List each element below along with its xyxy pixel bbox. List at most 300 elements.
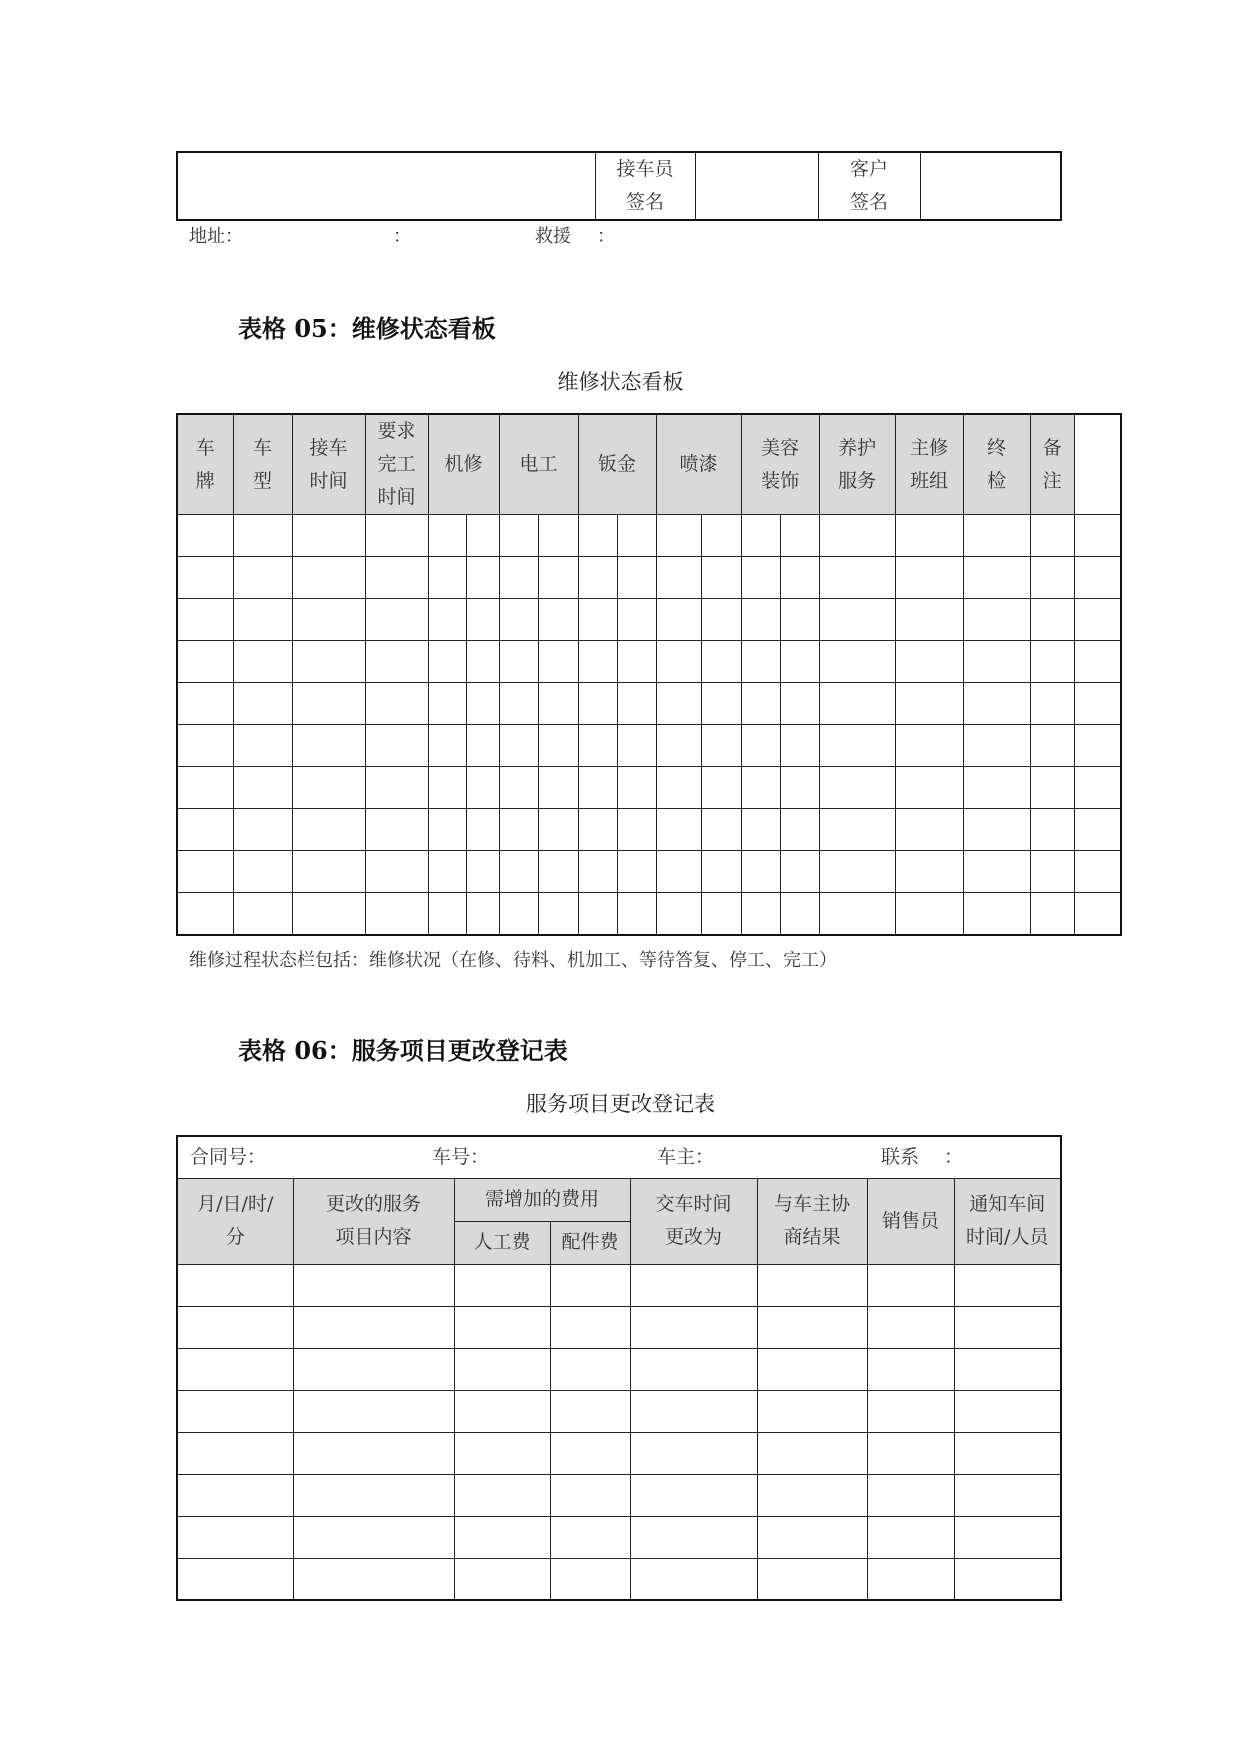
board-cell[interactable]: [499, 893, 538, 935]
header-sheet-metal: 钣金: [578, 414, 656, 515]
board-cell[interactable]: [895, 809, 963, 851]
log-cell[interactable]: [867, 1390, 954, 1432]
board-cell[interactable]: [701, 557, 741, 599]
log-cell[interactable]: [550, 1264, 630, 1306]
board-cell[interactable]: [365, 515, 428, 557]
board-cell[interactable]: [741, 809, 780, 851]
log-cell[interactable]: [867, 1264, 954, 1306]
board-cell[interactable]: [365, 683, 428, 725]
board-cell[interactable]: [177, 683, 233, 725]
board-cell[interactable]: [780, 851, 819, 893]
log-cell[interactable]: [177, 1516, 293, 1558]
board-cell[interactable]: [963, 683, 1030, 725]
board-cell[interactable]: [895, 851, 963, 893]
board-cell[interactable]: [1074, 809, 1121, 851]
board-cell[interactable]: [233, 851, 292, 893]
board-cell[interactable]: [780, 515, 819, 557]
board-cell[interactable]: [292, 641, 365, 683]
board-cell[interactable]: [233, 641, 292, 683]
log-cell[interactable]: [954, 1516, 1061, 1558]
board-cell[interactable]: [177, 599, 233, 641]
board-cell[interactable]: [1074, 725, 1121, 767]
board-cell[interactable]: [656, 809, 701, 851]
log-cell[interactable]: [757, 1306, 867, 1348]
log-cell[interactable]: [454, 1264, 550, 1306]
board-cell[interactable]: [499, 515, 538, 557]
board-cell[interactable]: [656, 767, 701, 809]
board-cell[interactable]: [538, 767, 578, 809]
header-receive-time: 接车 时间: [292, 414, 365, 515]
board-cell[interactable]: [499, 683, 538, 725]
header-final-check: 终 检: [963, 414, 1030, 515]
board-cell[interactable]: [819, 515, 895, 557]
header-content: 更改的服务 项目内容: [293, 1178, 454, 1264]
header-electrical: 电工: [499, 414, 578, 515]
board-cell[interactable]: [428, 641, 466, 683]
board-cell[interactable]: [895, 893, 963, 935]
board-cell[interactable]: [578, 683, 617, 725]
log-cell[interactable]: [177, 1264, 293, 1306]
table-row: [177, 1432, 1061, 1474]
header-negotiation: 与车主协 商结果: [757, 1178, 867, 1264]
table-row: [177, 599, 1121, 641]
board-cell[interactable]: [466, 767, 499, 809]
board-cell[interactable]: [617, 599, 656, 641]
board-cell[interactable]: [1074, 851, 1121, 893]
receiver-sign-field[interactable]: [695, 152, 818, 220]
board-cell[interactable]: [1030, 767, 1074, 809]
log-cell[interactable]: [757, 1558, 867, 1600]
board-cell[interactable]: [177, 893, 233, 935]
contact-colon: ：: [944, 1146, 964, 1168]
log-cell[interactable]: [293, 1264, 454, 1306]
board-cell[interactable]: [780, 599, 819, 641]
header-model: 车 型: [233, 414, 292, 515]
log-cell[interactable]: [630, 1432, 757, 1474]
address-label: 地址：: [189, 226, 243, 247]
board-cell[interactable]: [466, 557, 499, 599]
header-extra-cost: 需增加的费用: [454, 1178, 630, 1221]
board-cell[interactable]: [741, 851, 780, 893]
board-cell[interactable]: [819, 599, 895, 641]
board-cell[interactable]: [578, 515, 617, 557]
log-cell[interactable]: [293, 1474, 454, 1516]
board-cell[interactable]: [177, 809, 233, 851]
board-cell[interactable]: [819, 641, 895, 683]
log-cell[interactable]: [757, 1474, 867, 1516]
board-cell[interactable]: [428, 683, 466, 725]
log-cell[interactable]: [550, 1516, 630, 1558]
board-cell[interactable]: [578, 851, 617, 893]
log-cell[interactable]: [454, 1516, 550, 1558]
table-row: [177, 893, 1121, 935]
log-cell[interactable]: [454, 1306, 550, 1348]
board-cell[interactable]: [617, 809, 656, 851]
board-cell[interactable]: [578, 767, 617, 809]
log-cell[interactable]: [954, 1264, 1061, 1306]
board-cell[interactable]: [1074, 515, 1121, 557]
table-row: [177, 851, 1121, 893]
log-cell[interactable]: [177, 1348, 293, 1390]
blank-cell: [177, 152, 595, 220]
board-cell[interactable]: [538, 851, 578, 893]
log-cell[interactable]: [630, 1390, 757, 1432]
log-cell[interactable]: [293, 1516, 454, 1558]
board-cell[interactable]: [365, 557, 428, 599]
board-cell[interactable]: [819, 893, 895, 935]
log-cell[interactable]: [454, 1432, 550, 1474]
board-cell[interactable]: [963, 851, 1030, 893]
log-cell[interactable]: [550, 1432, 630, 1474]
board-cell[interactable]: [499, 725, 538, 767]
board-cell[interactable]: [578, 641, 617, 683]
board-cell[interactable]: [466, 683, 499, 725]
log-cell[interactable]: [177, 1306, 293, 1348]
log-cell[interactable]: [293, 1558, 454, 1600]
board-cell[interactable]: [578, 725, 617, 767]
board-cell[interactable]: [819, 725, 895, 767]
board-cell[interactable]: [963, 725, 1030, 767]
board-cell[interactable]: [1074, 641, 1121, 683]
board-cell[interactable]: [466, 599, 499, 641]
board-cell[interactable]: [233, 893, 292, 935]
log-cell[interactable]: [630, 1264, 757, 1306]
board-cell[interactable]: [963, 641, 1030, 683]
customer-sign-field[interactable]: [920, 152, 1061, 220]
header-mechanical: 机修: [428, 414, 499, 515]
board-cell[interactable]: [1030, 725, 1074, 767]
table-row: [177, 515, 1121, 557]
board-cell[interactable]: [741, 767, 780, 809]
board-cell[interactable]: [656, 851, 701, 893]
board-cell[interactable]: [466, 851, 499, 893]
board-cell[interactable]: [499, 851, 538, 893]
board-cell[interactable]: [1030, 599, 1074, 641]
log-cell[interactable]: [177, 1432, 293, 1474]
log-cell[interactable]: [757, 1432, 867, 1474]
log-cell[interactable]: [293, 1432, 454, 1474]
board-cell[interactable]: [499, 599, 538, 641]
board-cell[interactable]: [578, 893, 617, 935]
board-cell[interactable]: [292, 599, 365, 641]
log-cell[interactable]: [867, 1474, 954, 1516]
header-notify: 通知车间 时间/人员: [954, 1178, 1061, 1264]
log-cell[interactable]: [454, 1390, 550, 1432]
board-cell[interactable]: [177, 767, 233, 809]
log-cell[interactable]: [867, 1516, 954, 1558]
board-cell[interactable]: [963, 599, 1030, 641]
board-cell[interactable]: [233, 599, 292, 641]
board-cell[interactable]: [895, 599, 963, 641]
board-cell[interactable]: [741, 599, 780, 641]
board-cell[interactable]: [701, 641, 741, 683]
log-cell[interactable]: [550, 1474, 630, 1516]
board-cell[interactable]: [1030, 683, 1074, 725]
table-row: [177, 1348, 1061, 1390]
board-cell[interactable]: [1074, 599, 1121, 641]
log-cell[interactable]: [177, 1474, 293, 1516]
signature-table: [176, 151, 1062, 221]
board-cell[interactable]: [617, 851, 656, 893]
board-cell[interactable]: [780, 767, 819, 809]
board-cell[interactable]: [741, 893, 780, 935]
board-cell[interactable]: [365, 851, 428, 893]
table06-heading: 表格 06：服务项目更改登记表: [238, 1036, 568, 1065]
board-cell[interactable]: [617, 893, 656, 935]
board-cell[interactable]: [701, 515, 741, 557]
log-cell[interactable]: [454, 1348, 550, 1390]
board-cell[interactable]: [1030, 851, 1074, 893]
board-cell[interactable]: [895, 767, 963, 809]
board-cell[interactable]: [656, 515, 701, 557]
board-cell[interactable]: [963, 893, 1030, 935]
header-delivery: 交车时间 更改为: [630, 1178, 757, 1264]
board-cell[interactable]: [701, 809, 741, 851]
board-cell[interactable]: [177, 851, 233, 893]
board-cell[interactable]: [292, 515, 365, 557]
board-cell[interactable]: [428, 767, 466, 809]
board-cell[interactable]: [538, 893, 578, 935]
board-cell[interactable]: [617, 725, 656, 767]
log-cell[interactable]: [293, 1306, 454, 1348]
board-cell[interactable]: [656, 557, 701, 599]
log-cell[interactable]: [954, 1474, 1061, 1516]
log-cell[interactable]: [867, 1348, 954, 1390]
board-cell[interactable]: [617, 641, 656, 683]
log-cell[interactable]: [757, 1390, 867, 1432]
board-cell[interactable]: [365, 599, 428, 641]
board-cell[interactable]: [780, 557, 819, 599]
board-cell[interactable]: [292, 851, 365, 893]
contact-label: 联系: [881, 1146, 920, 1168]
board-cell[interactable]: [365, 641, 428, 683]
board-cell[interactable]: [292, 893, 365, 935]
log-cell[interactable]: [867, 1306, 954, 1348]
board-cell[interactable]: [499, 809, 538, 851]
table05-caption: 维修状态看板: [557, 370, 684, 394]
board-cell[interactable]: [701, 683, 741, 725]
receiver-sign-label: 接车员 签名: [595, 152, 695, 220]
board-cell[interactable]: [292, 725, 365, 767]
board-cell[interactable]: [538, 725, 578, 767]
board-cell[interactable]: [233, 809, 292, 851]
log-cell[interactable]: [630, 1516, 757, 1558]
board-cell[interactable]: [895, 515, 963, 557]
log-cell[interactable]: [293, 1348, 454, 1390]
log-cell[interactable]: [867, 1558, 954, 1600]
board-cell[interactable]: [428, 725, 466, 767]
board-cell[interactable]: [292, 557, 365, 599]
board-cell[interactable]: [365, 725, 428, 767]
board-cell[interactable]: [617, 515, 656, 557]
board-cell[interactable]: [1074, 893, 1121, 935]
address-colon: ：: [393, 226, 411, 247]
board-cell[interactable]: [963, 809, 1030, 851]
board-cell[interactable]: [895, 725, 963, 767]
board-cell[interactable]: [1074, 557, 1121, 599]
table-row: [177, 1516, 1061, 1558]
board-cell[interactable]: [466, 725, 499, 767]
rescue-colon: ：: [597, 226, 615, 247]
board-cell[interactable]: [499, 767, 538, 809]
log-cell[interactable]: [293, 1390, 454, 1432]
board-cell[interactable]: [1030, 641, 1074, 683]
board-cell[interactable]: [963, 557, 1030, 599]
board-cell[interactable]: [233, 767, 292, 809]
board-cell[interactable]: [656, 725, 701, 767]
board-cell[interactable]: [292, 809, 365, 851]
board-cell[interactable]: [428, 599, 466, 641]
board-cell[interactable]: [701, 851, 741, 893]
log-cell[interactable]: [757, 1264, 867, 1306]
board-cell[interactable]: [365, 767, 428, 809]
log-cell[interactable]: [177, 1558, 293, 1600]
board-cell[interactable]: [1030, 893, 1074, 935]
log-cell[interactable]: [867, 1432, 954, 1474]
board-cell[interactable]: [177, 515, 233, 557]
board-cell[interactable]: [819, 767, 895, 809]
table-row: [177, 1306, 1061, 1348]
log-cell[interactable]: [954, 1390, 1061, 1432]
board-cell[interactable]: [1030, 809, 1074, 851]
header-beauty: 美容 装饰: [741, 414, 819, 515]
log-cell[interactable]: [454, 1474, 550, 1516]
board-cell[interactable]: [466, 809, 499, 851]
board-cell[interactable]: [578, 557, 617, 599]
log-cell[interactable]: [757, 1516, 867, 1558]
board-cell[interactable]: [819, 683, 895, 725]
board-cell[interactable]: [233, 683, 292, 725]
board-cell[interactable]: [741, 725, 780, 767]
board-cell[interactable]: [656, 641, 701, 683]
board-cell[interactable]: [701, 725, 741, 767]
board-cell[interactable]: [780, 683, 819, 725]
board-cell[interactable]: [819, 809, 895, 851]
log-cell[interactable]: [954, 1432, 1061, 1474]
log-cell[interactable]: [454, 1558, 550, 1600]
board-cell[interactable]: [466, 515, 499, 557]
board-cell[interactable]: [428, 515, 466, 557]
customer-sign-label: 客户 签名: [818, 152, 920, 220]
board-cell[interactable]: [741, 641, 780, 683]
board-cell[interactable]: [617, 557, 656, 599]
board-cell[interactable]: [819, 557, 895, 599]
board-cell[interactable]: [365, 809, 428, 851]
board-cell[interactable]: [1030, 557, 1074, 599]
board-cell[interactable]: [538, 515, 578, 557]
log-cell[interactable]: [630, 1558, 757, 1600]
board-cell[interactable]: [895, 683, 963, 725]
board-cell[interactable]: [1074, 683, 1121, 725]
board-cell[interactable]: [538, 599, 578, 641]
board-cell[interactable]: [578, 599, 617, 641]
table-row: [177, 683, 1121, 725]
board-cell[interactable]: [780, 809, 819, 851]
log-cell[interactable]: [550, 1306, 630, 1348]
board-cell[interactable]: [701, 893, 741, 935]
board-cell[interactable]: [365, 893, 428, 935]
table-row: [177, 767, 1121, 809]
plate-label: 车号：: [432, 1146, 490, 1168]
board-cell[interactable]: [538, 557, 578, 599]
log-cell[interactable]: [630, 1348, 757, 1390]
board-cell[interactable]: [428, 893, 466, 935]
board-cell[interactable]: [656, 683, 701, 725]
contract-label: 合同号：: [190, 1146, 267, 1168]
board-cell[interactable]: [741, 515, 780, 557]
board-cell[interactable]: [963, 767, 1030, 809]
board-cell[interactable]: [466, 641, 499, 683]
log-cell[interactable]: [550, 1558, 630, 1600]
board-cell[interactable]: [1074, 767, 1121, 809]
board-cell[interactable]: [578, 809, 617, 851]
board-cell[interactable]: [895, 557, 963, 599]
board-cell[interactable]: [895, 641, 963, 683]
board-cell[interactable]: [1030, 515, 1074, 557]
board-cell[interactable]: [499, 641, 538, 683]
table-row: [177, 1390, 1061, 1432]
board-cell[interactable]: [499, 557, 538, 599]
board-cell[interactable]: [292, 767, 365, 809]
board-cell[interactable]: [780, 641, 819, 683]
board-cell[interactable]: [428, 557, 466, 599]
board-cell[interactable]: [656, 893, 701, 935]
log-cell[interactable]: [954, 1558, 1061, 1600]
log-cell[interactable]: [630, 1306, 757, 1348]
header-plate: 车 牌: [177, 414, 233, 515]
table-row: [177, 725, 1121, 767]
board-cell[interactable]: [428, 851, 466, 893]
log-cell[interactable]: [550, 1348, 630, 1390]
board-cell[interactable]: [233, 515, 292, 557]
board-cell[interactable]: [233, 557, 292, 599]
board-cell[interactable]: [617, 767, 656, 809]
board-cell[interactable]: [656, 599, 701, 641]
board-cell[interactable]: [741, 683, 780, 725]
board-cell[interactable]: [466, 893, 499, 935]
header-datetime: 月/日/时/ 分: [177, 1178, 293, 1264]
board-cell[interactable]: [233, 725, 292, 767]
board-cell[interactable]: [701, 767, 741, 809]
board-cell[interactable]: [177, 641, 233, 683]
board-cell[interactable]: [741, 557, 780, 599]
log-cell[interactable]: [954, 1306, 1061, 1348]
board-cell[interactable]: [428, 809, 466, 851]
log-cell[interactable]: [757, 1348, 867, 1390]
board-cell[interactable]: [177, 725, 233, 767]
table-row: [177, 1558, 1061, 1600]
log-cell[interactable]: [550, 1390, 630, 1432]
log-cell[interactable]: [954, 1348, 1061, 1390]
header-maintenance: 养护 服务: [819, 414, 895, 515]
table05-heading: 表格 05：维修状态看板: [238, 314, 496, 343]
board-cell[interactable]: [177, 557, 233, 599]
board-cell[interactable]: [701, 599, 741, 641]
board-cell[interactable]: [538, 809, 578, 851]
board-cell[interactable]: [963, 515, 1030, 557]
board-cell[interactable]: [780, 725, 819, 767]
log-cell[interactable]: [177, 1390, 293, 1432]
board-cell[interactable]: [819, 851, 895, 893]
table06-caption: 服务项目更改登记表: [526, 1092, 715, 1116]
table05-note: 维修过程状态栏包括：维修状况（在修、待料、机加工、等待答复、停工、完工）: [189, 950, 837, 971]
board-cell[interactable]: [292, 683, 365, 725]
board-cell[interactable]: [538, 641, 578, 683]
board-cell[interactable]: [780, 893, 819, 935]
log-cell[interactable]: [630, 1474, 757, 1516]
board-cell[interactable]: [538, 683, 578, 725]
board-cell[interactable]: [617, 683, 656, 725]
